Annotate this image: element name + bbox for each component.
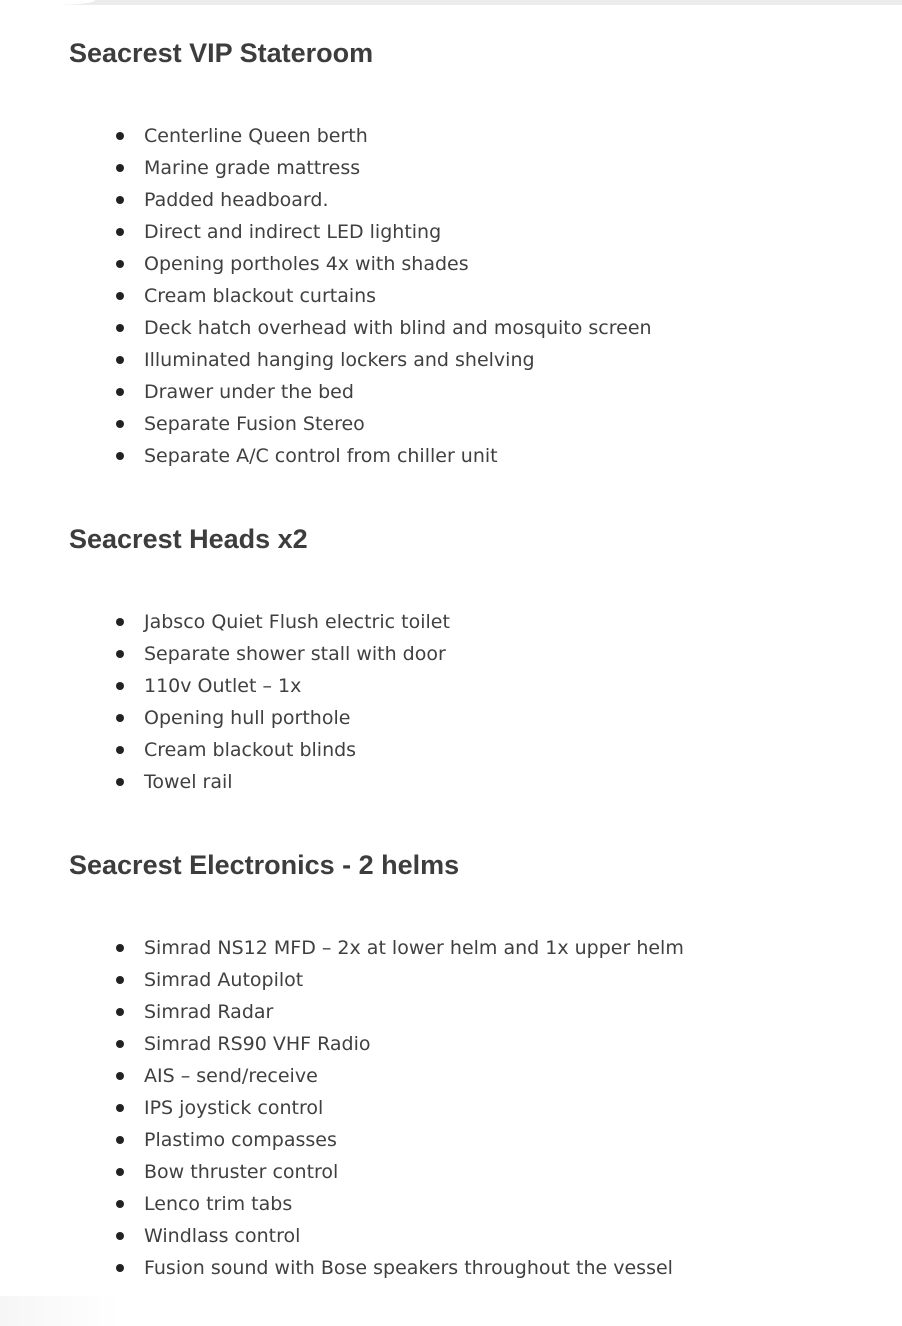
- list-item: Opening portholes 4x with shades: [0, 248, 652, 280]
- bullet-icon: [116, 420, 124, 428]
- bullet-icon: [116, 1040, 124, 1048]
- bullet-icon: [116, 1264, 124, 1272]
- feature-list: [0, 606, 450, 798]
- list-item: Cream blackout blinds: [0, 734, 450, 766]
- list-item: Drawer under the bed: [0, 376, 652, 408]
- bullet-icon: [116, 618, 124, 626]
- bullet-icon: [116, 132, 124, 140]
- bullet-icon: [116, 1136, 124, 1144]
- feature-list: [0, 120, 652, 472]
- list-item: Simrad Autopilot: [0, 964, 684, 996]
- list-item: Padded headboard.: [0, 184, 652, 216]
- bullet-icon: [116, 196, 124, 204]
- list-item: Simrad RS90 VHF Radio: [0, 1028, 684, 1060]
- bullet-icon: [116, 1104, 124, 1112]
- bullet-icon: [116, 1072, 124, 1080]
- list-item: Simrad NS12 MFD – 2x at lower helm and 1x upper helm: [0, 932, 684, 964]
- list-item: Direct and indirect LED lighting: [0, 216, 652, 248]
- list-item: Cream blackout curtains: [0, 280, 652, 312]
- bullet-icon: [116, 778, 124, 786]
- list-item: Separate A/C control from chiller unit: [0, 440, 652, 472]
- list-item: Plastimo compasses: [0, 1124, 684, 1156]
- top-border: [0, 0, 902, 5]
- top-tab-edge: [0, 0, 95, 5]
- bullet-icon: [116, 976, 124, 984]
- bullet-icon: [116, 388, 124, 396]
- list-item: Bow thruster control: [0, 1156, 684, 1188]
- bullet-icon: [116, 1200, 124, 1208]
- bullet-icon: [116, 746, 124, 754]
- bullet-icon: [116, 452, 124, 460]
- list-item: Lenco trim tabs: [0, 1188, 684, 1220]
- list-item: Deck hatch overhead with blind and mosquito screen: [0, 312, 652, 344]
- bullet-icon: [116, 260, 124, 268]
- list-item: Windlass control: [0, 1220, 684, 1252]
- list-item: Towel rail: [0, 766, 450, 798]
- list-item: Illuminated hanging lockers and shelving: [0, 344, 652, 376]
- bullet-icon: [116, 714, 124, 722]
- bullet-icon: [116, 356, 124, 364]
- list-item: 110v Outlet – 1x: [0, 670, 450, 702]
- section-heading: Seacrest Heads x2: [69, 524, 308, 554]
- list-item: Simrad Radar: [0, 996, 684, 1028]
- bottom-shadow: [0, 1296, 120, 1326]
- list-item: Jabsco Quiet Flush electric toilet: [0, 606, 450, 638]
- bullet-icon: [116, 1168, 124, 1176]
- list-item: IPS joystick control: [0, 1092, 684, 1124]
- list-item: Centerline Queen berth: [0, 120, 652, 152]
- bullet-icon: [116, 1008, 124, 1016]
- bullet-icon: [116, 650, 124, 658]
- bullet-icon: [116, 292, 124, 300]
- feature-list: [0, 932, 684, 1284]
- bullet-icon: [116, 228, 124, 236]
- section-heading: Seacrest VIP Stateroom: [69, 38, 374, 68]
- bullet-icon: [116, 164, 124, 172]
- list-item: Separate Fusion Stereo: [0, 408, 652, 440]
- list-item: Marine grade mattress: [0, 152, 652, 184]
- list-item: AIS – send/receive: [0, 1060, 684, 1092]
- bullet-icon: [116, 1232, 124, 1240]
- bullet-icon: [116, 682, 124, 690]
- list-item: Fusion sound with Bose speakers throughout the vessel: [0, 1252, 684, 1284]
- bullet-icon: [116, 324, 124, 332]
- list-item: Separate shower stall with door: [0, 638, 450, 670]
- bullet-icon: [116, 944, 124, 952]
- section-heading: Seacrest Electronics - 2 helms: [69, 850, 460, 880]
- list-item: Opening hull porthole: [0, 702, 450, 734]
